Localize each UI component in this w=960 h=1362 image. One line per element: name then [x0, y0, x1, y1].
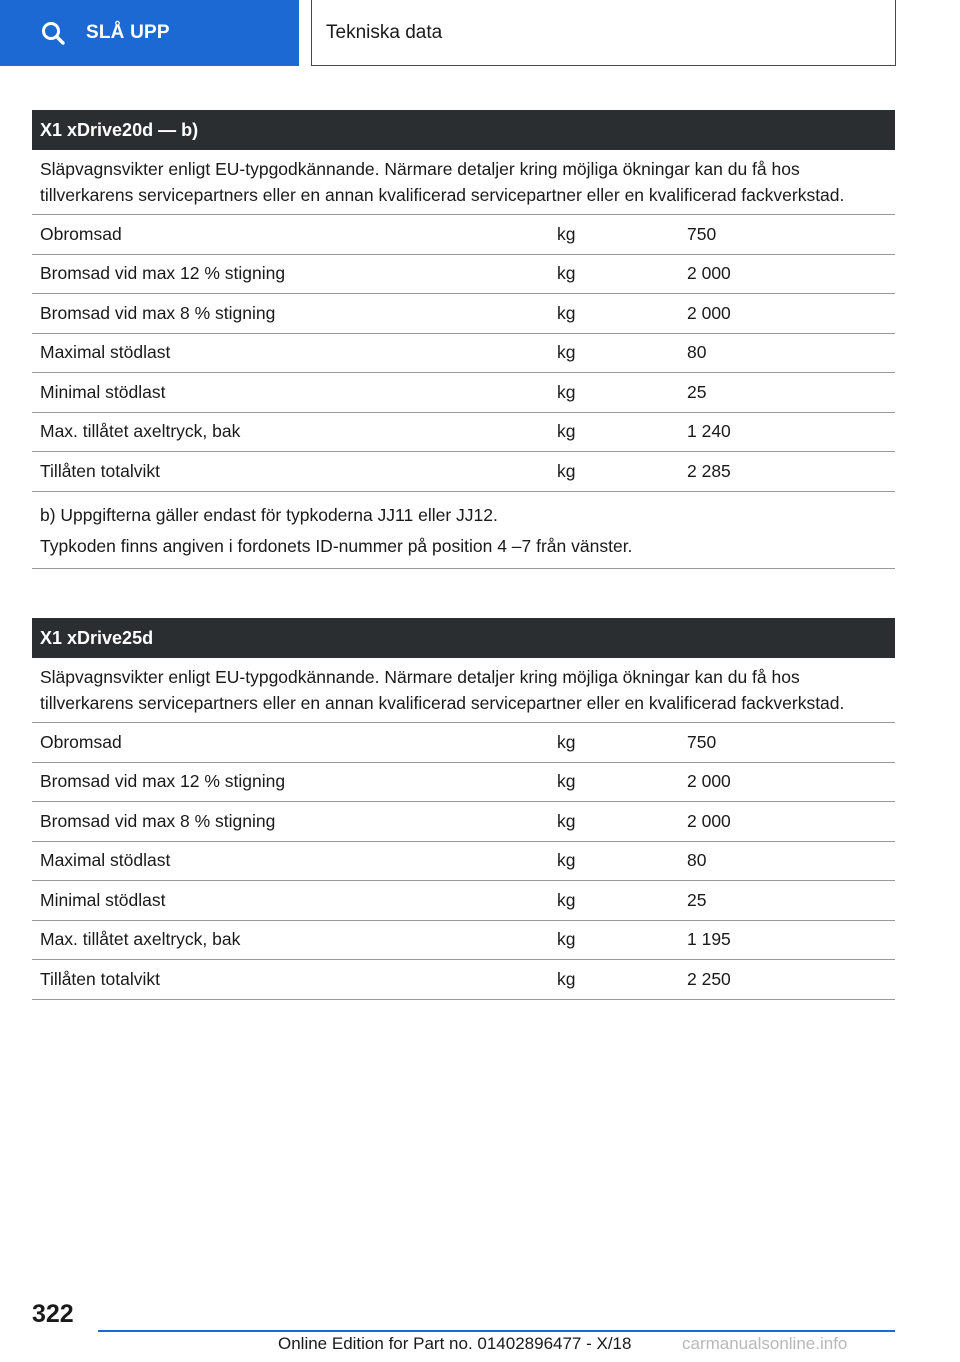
spec-section-xdrive25d — [32, 618, 895, 1000]
row-label: Max. tillåtet axeltryck, bak — [40, 421, 241, 442]
row-label: Maximal stödlast — [40, 342, 171, 363]
row-unit: kg — [557, 381, 576, 402]
row-value: 2 000 — [687, 263, 731, 284]
row-value: 750 — [687, 731, 717, 752]
table-row — [32, 373, 895, 413]
row-label: Minimal stödlast — [40, 889, 166, 910]
row-unit: kg — [557, 302, 576, 323]
table-row — [32, 921, 895, 961]
row-value: 2 000 — [687, 302, 731, 323]
row-label: Max. tillåtet axeltryck, bak — [40, 929, 241, 950]
table-row — [32, 255, 895, 295]
row-value: 80 — [687, 850, 707, 871]
row-label: Bromsad vid max 8 % stigning — [40, 302, 276, 323]
table-row — [32, 215, 895, 255]
row-value: 1 195 — [687, 929, 731, 950]
row-value: 25 — [687, 889, 707, 910]
table-row — [32, 413, 895, 453]
row-value: 2 250 — [687, 968, 731, 989]
row-label: Obromsad — [40, 731, 122, 752]
row-label: Obromsad — [40, 223, 122, 244]
search-button[interactable] — [0, 0, 299, 66]
row-label: Minimal stödlast — [40, 381, 166, 402]
row-unit: kg — [557, 850, 576, 871]
table-row — [32, 763, 895, 803]
row-value: 2 000 — [687, 810, 731, 831]
table-row — [32, 881, 895, 921]
edition-text: Online Edition for Part no. 01402896477 - X/18 — [278, 1334, 632, 1353]
row-unit: kg — [557, 968, 576, 989]
search-icon — [40, 20, 66, 46]
row-value: 750 — [687, 223, 717, 244]
section-title: X1 xDrive25d — [32, 618, 895, 658]
row-label: Maximal stödlast — [40, 850, 171, 871]
row-unit: kg — [557, 342, 576, 363]
table-row — [32, 723, 895, 763]
table-row — [32, 802, 895, 842]
row-unit: kg — [557, 771, 576, 792]
table-row — [32, 334, 895, 374]
row-label: Tillåten totalvikt — [40, 460, 160, 481]
section-title: X1 xDrive20d — b) — [32, 110, 895, 150]
footnote: b) Uppgifterna gäller endast för typkoderna JJ11 eller JJ12. — [40, 504, 498, 525]
row-value: 2 285 — [687, 460, 731, 481]
row-unit: kg — [557, 460, 576, 481]
search-button-label: SLÅ UPP — [86, 22, 170, 43]
row-value: 80 — [687, 342, 707, 363]
watermark: carmanualsonline.info — [682, 1334, 848, 1353]
footnotes — [32, 492, 895, 569]
table-row — [32, 960, 895, 1000]
row-value: 2 000 — [687, 771, 731, 792]
row-unit: kg — [557, 889, 576, 910]
section-intro: Släpvagnsvikter enligt EU-typgodkännande. Närmare detaljer kring möjliga ökningar kan du få hos tillverkarens servicepartners eller en annan kvalificerad servicepartner eller en kvalificerad fackverkstad. — [32, 150, 895, 215]
footer-divider — [98, 1330, 895, 1332]
table-row — [32, 842, 895, 882]
row-unit: kg — [557, 263, 576, 284]
section-intro: Släpvagnsvikter enligt EU-typgodkännande. Närmare detaljer kring möjliga ökningar kan du få hos tillverkarens servicepartners eller en annan kvalificerad servicepartner eller en kvalificerad fackverkstad. — [32, 658, 895, 723]
page-number: 322 — [32, 1300, 74, 1328]
row-unit: kg — [557, 223, 576, 244]
row-unit: kg — [557, 421, 576, 442]
row-value: 1 240 — [687, 421, 731, 442]
table-row — [32, 294, 895, 334]
row-unit: kg — [557, 731, 576, 752]
spec-section-xdrive20d — [32, 110, 895, 569]
breadcrumb[interactable]: Tekniska data — [311, 0, 896, 66]
row-label: Bromsad vid max 12 % stigning — [40, 771, 286, 792]
footnote: Typkoden finns angiven i fordonets ID-nummer på position 4 –7 från vänster. — [40, 535, 633, 556]
table-row — [32, 452, 895, 492]
row-label: Bromsad vid max 8 % stigning — [40, 810, 276, 831]
row-value: 25 — [687, 381, 707, 402]
row-unit: kg — [557, 929, 576, 950]
row-label: Bromsad vid max 12 % stigning — [40, 263, 286, 284]
row-label: Tillåten totalvikt — [40, 968, 160, 989]
row-unit: kg — [557, 810, 576, 831]
top-bar — [0, 0, 960, 66]
